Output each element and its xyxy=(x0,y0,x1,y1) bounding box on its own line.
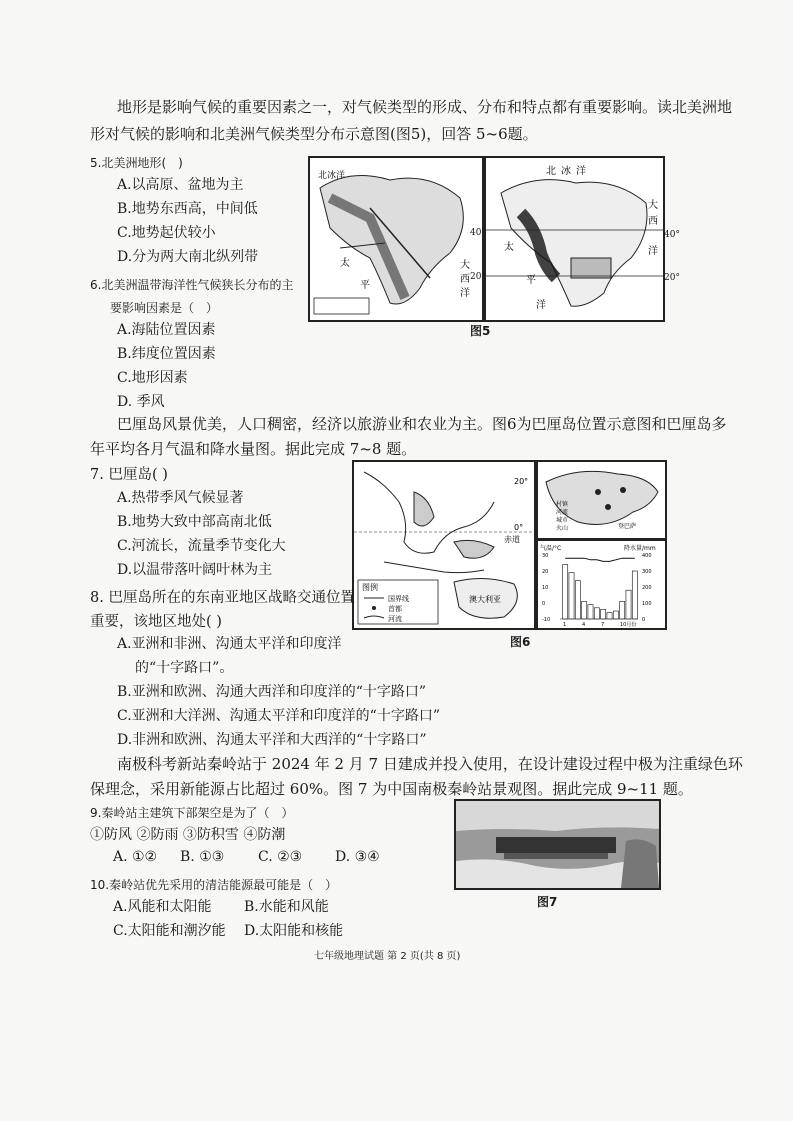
fig6-climate-chart xyxy=(536,539,667,630)
intro2-line2: 年平均各月气温和降水量图。据此完成 7~8 题。 xyxy=(90,440,417,458)
precip-bar-6 xyxy=(594,608,599,619)
fig6-inset-legend-village: 村镇 xyxy=(556,501,569,508)
q9-option-c[interactable]: C. ②③ xyxy=(258,849,303,865)
fig6-lat-0: 0° xyxy=(514,523,524,532)
fig6-legend-capital: 首都 xyxy=(388,605,402,613)
q5-option-d[interactable]: D.分为两大南北纵列带 xyxy=(117,249,259,265)
chart-right-tick: 400 xyxy=(642,553,652,559)
q7-option-a[interactable]: A.热带季风气候显著 xyxy=(117,490,244,506)
chart-left-tick: 20 xyxy=(542,569,549,575)
q8-option-a-cont: 的“十字路口”。 xyxy=(135,660,234,676)
q10-option-b[interactable]: B.水能和风能 xyxy=(244,899,329,915)
precip-bar-1 xyxy=(563,565,568,619)
intro3-line1: 南极科考新站秦岭站于 2024 年 2 月 7 日建成并投入使用，在设计建设过程中极为注重绿色环 xyxy=(117,755,743,773)
fig5-map2-label-da: 大 xyxy=(648,200,658,211)
fig5-map1-label-da: 大 xyxy=(460,260,470,271)
q8-option-a[interactable]: A.亚洲和非洲、沟通太平洋和印度洋 xyxy=(117,636,342,652)
precip-bar-4 xyxy=(582,601,587,619)
intro1-line2: 形对气候的影响和北美洲气候类型分布示意图(图5)，回答 5~6题。 xyxy=(90,125,538,143)
fig6-inset-legend-river: 河流 xyxy=(556,509,569,516)
fig5-caption: 图5 xyxy=(470,324,491,338)
intro1-line1: 地形是影响气候的重要因素之一，对气候类型的形成、分布和特点都有重要影响。读北美洲地 xyxy=(117,98,733,116)
fig7-caption: 图7 xyxy=(537,895,558,909)
fig5-map1-label-arctic: 北冰洋 xyxy=(318,171,346,181)
q10-stem: 10.秦岭站优先采用的清洁能源最可能是（ ） xyxy=(90,878,338,892)
fig6-location-map xyxy=(352,460,536,630)
q6-option-c[interactable]: C.地形因素 xyxy=(117,370,188,386)
fig6-legend-border: 国界线 xyxy=(388,595,409,603)
chart-left-tick: 10 xyxy=(542,585,549,591)
q9-option-d[interactable]: D. ③④ xyxy=(335,849,380,865)
q9-option-b[interactable]: B. ①③ xyxy=(180,849,225,865)
chart-left-tick: 30 xyxy=(542,553,549,559)
fig5-map2-label-tai: 太 xyxy=(504,242,514,253)
q6-option-d[interactable]: D. 季风 xyxy=(117,394,165,410)
q7-stem: 7. 巴厘岛( ) xyxy=(90,467,168,483)
fig6-legend-title: 图例 xyxy=(362,583,378,592)
q8-option-c[interactable]: C.亚洲和大洋洲、沟通太平洋和印度洋的“十字路口” xyxy=(117,708,440,724)
q7-option-d[interactable]: D.以温带落叶阔叶林为主 xyxy=(117,562,273,578)
q8-stem-line2: 重要，该地区地处( ) xyxy=(90,614,222,630)
chart-right-tick: 200 xyxy=(642,585,652,591)
fig5-terrain-map xyxy=(308,156,484,322)
q7-option-b[interactable]: B.地势大致中部高南北低 xyxy=(117,514,272,530)
fig6-australia-label: 澳大利亚 xyxy=(469,595,501,604)
q5-stem: 5.北美洲地形( ) xyxy=(90,156,183,170)
chart-x-tick: 1 xyxy=(563,622,567,628)
fig5-map1-label-ping: 平 xyxy=(360,280,370,291)
chart-x-tick: 10月份 xyxy=(620,622,637,628)
chart-right-tick: 100 xyxy=(642,601,652,607)
intro3-line2: 保理念，采用新能源占比超过 60%。图 7 为中国南极秦岭站景观图。据此完成 9~11 题。 xyxy=(90,780,693,798)
temperature-line xyxy=(565,558,635,561)
precip-bar-5 xyxy=(588,605,593,619)
fig5-map2-label-xi: 西 xyxy=(648,216,658,227)
fig5-map1-label-xi: 西 xyxy=(460,274,470,285)
q7-option-c[interactable]: C.河流长，流量季节变化大 xyxy=(117,538,286,554)
chart-right-tick: 300 xyxy=(642,569,652,575)
fig6-inset-legend-denpasar: 登巴萨 xyxy=(618,523,637,530)
fig5-lat-40-right: 40° xyxy=(664,230,680,240)
fig5-map2-label-ping: 平 xyxy=(526,275,536,286)
q8-stem-line1: 8. 巴厘岛所在的东南亚地区战略交通位置 xyxy=(90,590,355,606)
fig5-map2-label-yang2: 洋 xyxy=(648,246,658,257)
fig5-map1-label-yang: 洋 xyxy=(460,288,470,299)
precip-bar-12 xyxy=(632,571,637,619)
precip-bar-10 xyxy=(620,601,625,619)
fig6-bali-inset xyxy=(536,460,667,540)
fig5-map1-label-tai: 太 xyxy=(340,258,350,269)
q6-option-a[interactable]: A.海陆位置因素 xyxy=(117,322,216,338)
q10-option-d[interactable]: D.太阳能和核能 xyxy=(244,923,344,939)
chart-left-tick: 0 xyxy=(542,601,546,607)
fig5-map2-label-yang3: 洋 xyxy=(536,300,546,311)
chart-x-tick: 4 xyxy=(582,622,586,628)
chart-right-tick: 0 xyxy=(642,617,646,623)
q9-choices: ①防风 ②防雨 ③防积雪 ④防潮 xyxy=(90,827,286,843)
precip-bar-7 xyxy=(601,609,606,619)
chart-x-tick: 7 xyxy=(601,622,605,628)
precip-bar-8 xyxy=(607,613,612,619)
fig5-lat-20-right: 20° xyxy=(664,273,680,283)
q6-stem-line1: 6.北美洲温带海洋性气候狭长分布的主 xyxy=(90,278,294,292)
fig5-map2-label-yang1: 洋 xyxy=(576,166,586,177)
fig5-map2-label-bei: 北 xyxy=(546,166,556,177)
q5-option-a[interactable]: A.以高原、盆地为主 xyxy=(117,177,244,193)
q10-option-a[interactable]: A.风能和太阳能 xyxy=(113,899,212,915)
page-footer: 七年级地理试题 第 2 页(共 8 页) xyxy=(314,951,461,962)
intro2-line1: 巴厘岛风景优美，人口稠密，经济以旅游业和农业为主。图6为巴厘岛位置示意图和巴厘岛多 xyxy=(117,415,727,433)
q9-stem: 9.秦岭站主建筑下部架空是为了（ ） xyxy=(90,806,294,820)
chart-left-tick: -10 xyxy=(542,617,551,623)
fig6-inset-legend-volcano: 火山 xyxy=(556,525,569,532)
fig5-lat-40-left: 40° xyxy=(470,228,486,238)
fig6-caption: 图6 xyxy=(510,635,531,649)
q8-option-d[interactable]: D.非洲和欧洲、沟通太平洋和大西洋的“十字路口” xyxy=(117,732,427,748)
precip-bar-11 xyxy=(626,590,631,619)
q6-option-b[interactable]: B.纬度位置因素 xyxy=(117,346,216,362)
q5-option-c[interactable]: C.地势起伏较小 xyxy=(117,225,216,241)
precip-bar-2 xyxy=(569,573,574,619)
fig6-chart-ylabel-left: 气温/°C xyxy=(540,545,562,552)
fig6-lat-20: 20° xyxy=(514,477,529,486)
q9-option-a[interactable]: A. ①② xyxy=(113,849,158,865)
q5-option-b[interactable]: B.地势东西高，中间低 xyxy=(117,201,258,217)
fig6-chart-ylabel-right: 降水量/mm xyxy=(624,545,656,552)
q6-stem-line2: 要影响因素是（ ） xyxy=(110,301,219,315)
fig7-station-photo xyxy=(454,799,661,890)
precip-bar-3 xyxy=(575,581,580,619)
fig5-map2-label-bing: 冰 xyxy=(561,166,571,177)
precip-bar-9 xyxy=(613,611,618,619)
fig5-lat-20-left: 20° xyxy=(470,272,486,282)
fig6-equator-label: 赤道 xyxy=(504,535,520,544)
fig6-legend-river: 河流 xyxy=(388,615,402,623)
fig5-climate-map xyxy=(484,156,665,322)
fig6-inset-legend-city: 城市 xyxy=(556,517,569,524)
q8-option-b[interactable]: B.亚洲和欧洲、沟通大西洋和印度洋的“十字路口” xyxy=(117,684,427,700)
q10-option-c[interactable]: C.太阳能和潮汐能 xyxy=(113,923,226,939)
